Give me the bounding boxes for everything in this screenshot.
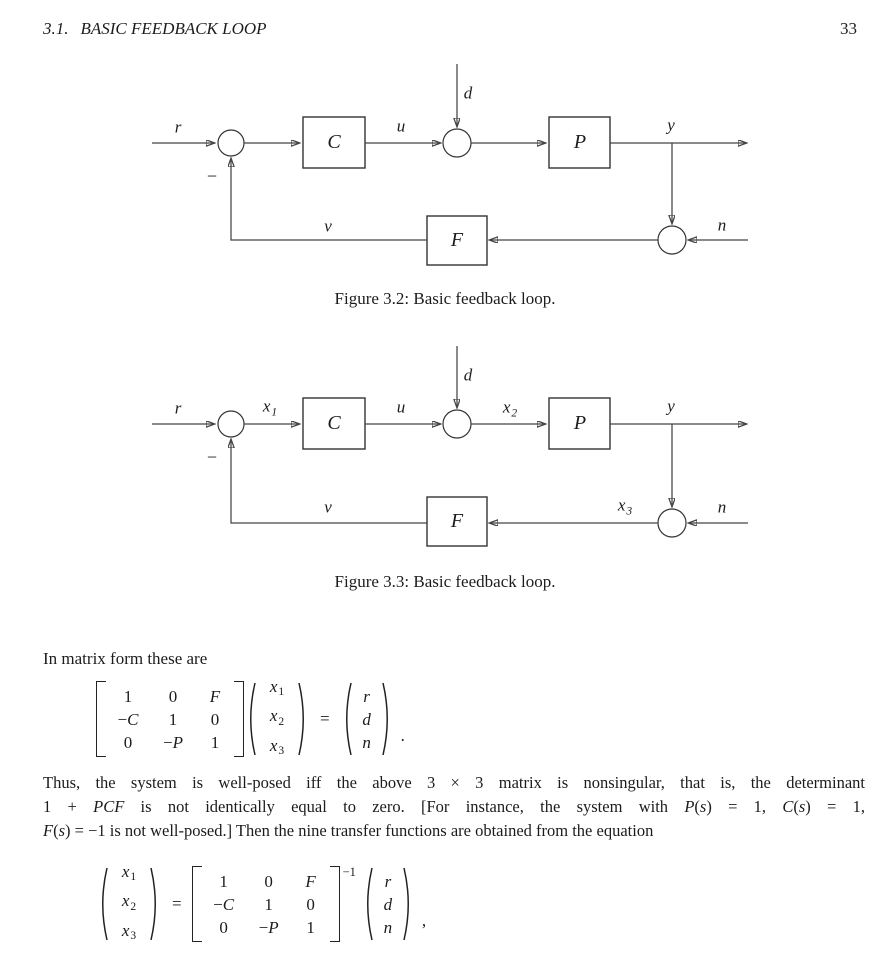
matrix-cell: F bbox=[209, 686, 221, 706]
page-number: 33 bbox=[840, 19, 857, 38]
matrix-cell: 1 bbox=[219, 871, 228, 891]
section-number: 3.1. bbox=[43, 19, 69, 38]
block-label-P: P bbox=[573, 131, 587, 153]
equation-period: . bbox=[400, 726, 405, 745]
equals-sign: = bbox=[320, 709, 330, 728]
inverse-exponent: −1 bbox=[342, 865, 356, 879]
signal-label-x3: $x_3$ bbox=[617, 495, 633, 517]
input-vector bbox=[374, 870, 402, 939]
matrix-cell: 1 bbox=[264, 894, 273, 914]
input-vector bbox=[353, 685, 381, 754]
matrix-cell: 1 bbox=[210, 732, 220, 752]
vector-paren-right bbox=[381, 681, 394, 757]
equation-transfer-functions bbox=[96, 861, 427, 944]
block-label-C: C bbox=[327, 412, 341, 434]
block-label-C: C bbox=[327, 131, 341, 153]
paragraph-line: Thus, the system is well-posed iff the above 3 × 3 matrix is nonsingular, that is, the determinant bbox=[43, 773, 865, 792]
equals-sign: = bbox=[172, 894, 182, 913]
vector-paren-left bbox=[244, 681, 257, 757]
state-vector bbox=[257, 675, 297, 764]
well-posed-paragraph bbox=[43, 771, 865, 843]
matrix-cell: 0 bbox=[219, 917, 228, 937]
matrix-bracket-right bbox=[234, 681, 244, 757]
vector-paren-left bbox=[340, 681, 353, 757]
matrix-cell: 1 bbox=[123, 686, 133, 706]
signal-label-u: u bbox=[396, 116, 406, 136]
signal-label-d: d bbox=[463, 83, 473, 103]
matrix-cell: −P bbox=[163, 732, 183, 752]
signal-label-r: r bbox=[174, 117, 182, 137]
summing-junction-input bbox=[218, 130, 244, 156]
signal-label-v: v bbox=[324, 216, 332, 236]
section-title: BASIC FEEDBACK LOOP bbox=[80, 19, 267, 38]
signal-label-u: u bbox=[396, 397, 406, 417]
vector-cell: $x_2$ bbox=[121, 891, 137, 913]
vector-paren-right bbox=[297, 681, 310, 757]
vector-cell: $x_2$ bbox=[269, 706, 285, 728]
signal-label-x2: $x_2$ bbox=[502, 397, 518, 419]
matrix-cell: −C bbox=[213, 894, 235, 914]
matrix-cell: 0 bbox=[168, 686, 178, 706]
signal-label-x1: $x_1$ bbox=[262, 396, 278, 418]
vector-cell: $x_1$ bbox=[121, 861, 137, 884]
vector-paren-right bbox=[149, 866, 162, 942]
matrix-cell: 0 bbox=[210, 709, 220, 729]
coefficient-matrix bbox=[106, 685, 234, 754]
vector-cell: n bbox=[362, 732, 371, 752]
paragraph-line: 1 + PCF is not identically equal to zero. [For instance, the system with P(s) = 1, C(s) = 1, bbox=[43, 797, 865, 816]
vector-cell: $x_1$ bbox=[269, 676, 285, 699]
signal-label-r: r bbox=[174, 398, 182, 418]
matrix-cell: 0 bbox=[306, 894, 315, 914]
summing-junction-disturbance bbox=[443, 129, 471, 157]
paragraph-line: F(s) = −1 is not well-posed.] Then the nine transfer functions are obtained from the equation bbox=[43, 821, 654, 840]
vector-cell: r bbox=[384, 871, 392, 891]
signal-label-d: d bbox=[463, 365, 473, 385]
matrix-bracket-left bbox=[96, 681, 106, 757]
block-label-F: F bbox=[450, 510, 464, 532]
matrix-cell: 1 bbox=[306, 917, 315, 937]
matrix-cell: F bbox=[305, 871, 316, 891]
coefficient-matrix bbox=[202, 870, 330, 939]
vector-cell: r bbox=[363, 686, 370, 706]
signal-label-n: n bbox=[717, 497, 727, 517]
vector-cell: d bbox=[383, 894, 393, 914]
equation-matrix-form bbox=[96, 676, 405, 759]
state-vector bbox=[109, 860, 149, 949]
signal-label-y: y bbox=[667, 115, 675, 135]
signal-label-v: v bbox=[324, 497, 332, 517]
signal-label-y: y bbox=[667, 396, 675, 416]
matrix-form-intro: In matrix form these are bbox=[43, 649, 208, 668]
vector-cell: $x_3$ bbox=[269, 735, 285, 758]
summing-junction-disturbance bbox=[443, 410, 471, 438]
vector-paren-right bbox=[402, 866, 415, 942]
matrix-cell: 1 bbox=[168, 709, 178, 729]
figure-3-3-caption: Figure 3.3: Basic feedback loop. bbox=[334, 572, 556, 591]
summing-junction-noise bbox=[658, 226, 686, 254]
matrix-cell: −C bbox=[117, 709, 139, 729]
block-label-F: F bbox=[450, 229, 464, 251]
minus-sign: − bbox=[206, 447, 218, 467]
matrix-cell: 0 bbox=[123, 732, 133, 752]
equation-comma: , bbox=[421, 911, 427, 930]
minus-sign: − bbox=[206, 166, 218, 186]
block-label-P: P bbox=[573, 412, 587, 434]
matrix-cell: 0 bbox=[264, 871, 273, 891]
summing-junction-input bbox=[218, 411, 244, 437]
vector-cell: $x_3$ bbox=[121, 920, 137, 943]
matrix-cell: −P bbox=[258, 917, 279, 937]
vector-cell: d bbox=[362, 709, 371, 729]
signal-label-n: n bbox=[717, 215, 727, 235]
figure-3-2-caption: Figure 3.2: Basic feedback loop. bbox=[334, 289, 556, 308]
matrix-bracket-left bbox=[192, 866, 202, 942]
vector-paren-left bbox=[361, 866, 374, 942]
vector-cell: n bbox=[383, 917, 393, 937]
matrix-bracket-right bbox=[330, 866, 340, 942]
vector-paren-left bbox=[96, 866, 109, 942]
summing-junction-noise bbox=[658, 509, 686, 537]
